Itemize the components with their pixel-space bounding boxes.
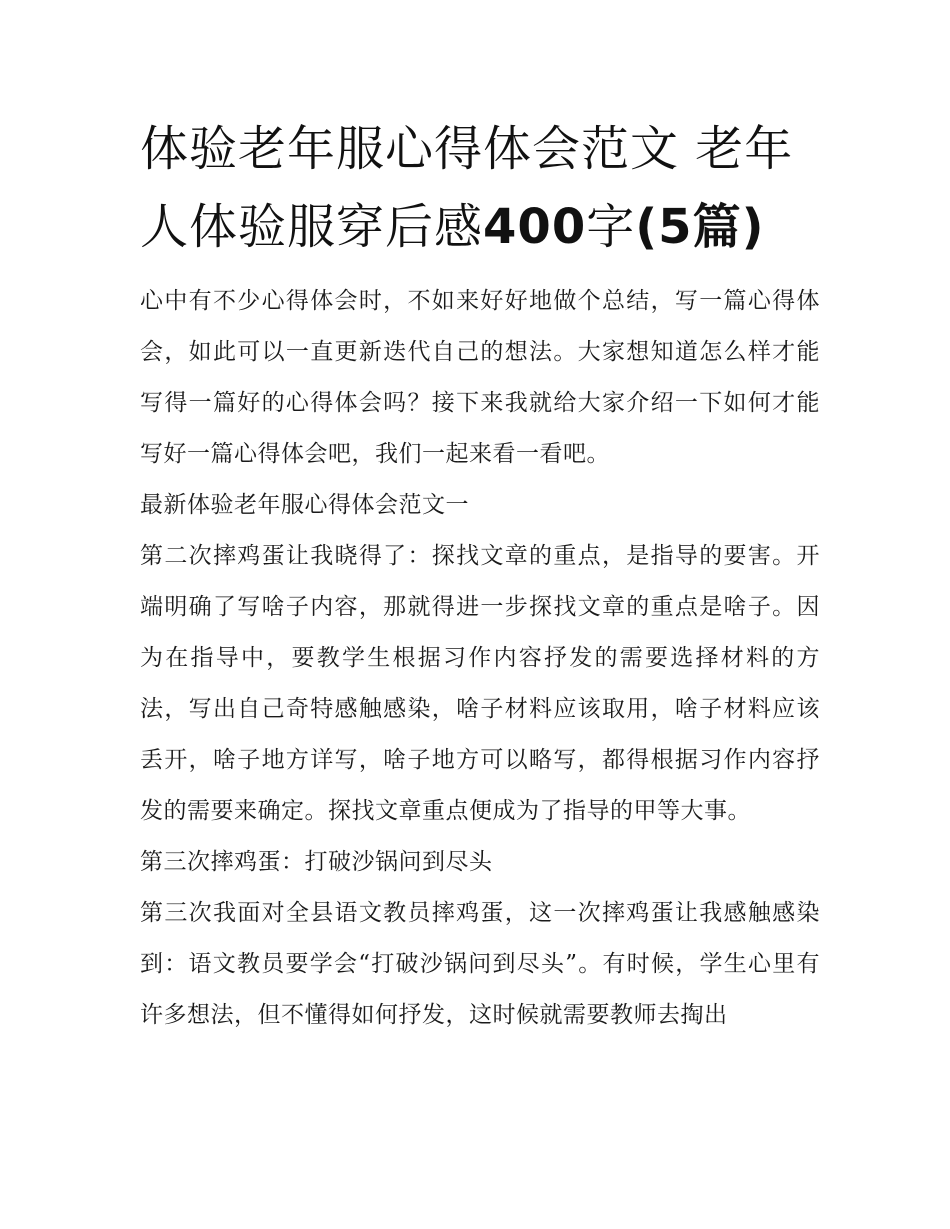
title-char: 字 [586, 199, 636, 255]
section-heading-1: 最新体验老年服心得体会范文一 [140, 492, 469, 518]
title-suffix: 篇) [692, 199, 765, 255]
body-paragraph: 第三次我面对全县语文教员摔鸡蛋，这一次摔鸡蛋让我感触感染到：语文教员要学会“打破沙锅问到尽头”。有时候，学生心里有许多想法，但不懂得如何抒发，这时候就需要教师去掏出 [140, 900, 820, 1028]
section-heading-2: 第三次摔鸡蛋：打破沙锅问到尽头 [140, 849, 493, 875]
title-number: 400 [483, 199, 587, 255]
title-count: (5 [635, 199, 693, 255]
document-title [140, 110, 820, 266]
document-body [140, 276, 820, 1041]
intro-paragraph: 心中有不少心得体会时，不如来好好地做个总结，写一篇心得体会，如此可以一直更新迭代自己的想法。大家想知道怎么样才能写得一篇好的心得体会吗？接下来我就给大家介绍一下如何才能写好一篇心得体会吧，我们一起来看一看吧。 [140, 288, 820, 467]
body-paragraph: 第二次摔鸡蛋让我晓得了：探找文章的重点，是指导的要害。开端明确了写啥子内容，那就得进一步探找文章的重点是啥子。因为在指导中，要教学生根据习作内容抒发的需要选择材料的方法，写出自己奇特感触感染，啥子材料应该取用，啥子材料应该丢开，啥子地方详写，啥子地方可以略写，都得根据习作内容抒发的需要来确定。探找文章重点便成为了指导的甲等大事。 [140, 543, 820, 824]
title-text: 体验老年服心得体会范文 老年人体验服穿后感 [140, 121, 794, 255]
